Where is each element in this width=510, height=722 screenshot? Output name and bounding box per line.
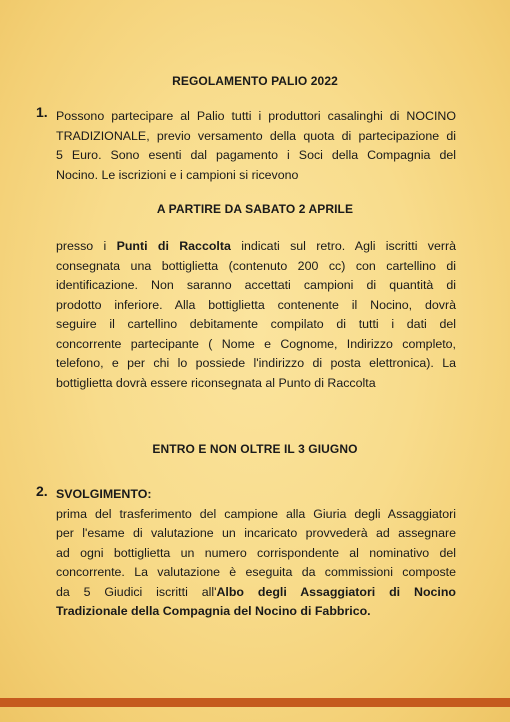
document-title: REGOLAMENTO PALIO 2022 <box>172 74 338 88</box>
deadline-heading: ENTRO E NON OLTRE IL 3 GIUGNO <box>152 442 358 456</box>
register-name-part-1: Albo degli Assaggiatori di Nocino <box>216 584 456 599</box>
register-name-part-2: Tradizionale della Compagnia del Nocino di Fabbrico. <box>56 604 371 618</box>
section-1-paragraph <box>56 107 456 185</box>
start-date-heading: A PARTIRE DA SABATO 2 APRILE <box>156 202 354 216</box>
section-2-line: per l'esame di valutazione un incaricato provvederà ad assegnare <box>56 526 456 540</box>
continuation-line: concorrente partecipante ( Nome e Cognome, Indirizzo completo, <box>56 336 456 351</box>
section-1-line: Possono partecipare al Palio tutti i produttori casalinghi di NOCINO <box>56 109 456 123</box>
section-1-line: TRADIZIONALE, previo versamento della quota di partecipazione di <box>56 128 456 143</box>
section-1-line: Nocino. Le iscrizioni e i campioni si ricevono <box>56 167 299 182</box>
section-2-line: concorrente. La valutazione è eseguita da commissioni composte <box>56 565 456 579</box>
continuation-line: seguire il cartellino debitamente compilato di tutti i dati del <box>56 317 456 331</box>
continuation-line: prodotto inferiore. Alla bottiglietta contenente il Nocino, dovrà <box>56 297 456 312</box>
section-2-heading: SVOLGIMENTO: <box>56 487 152 501</box>
continuation-line: bottiglietta dovrà essere riconsegnata al Punto di Raccolta <box>56 375 376 390</box>
collection-points-label: Punti di Raccolta <box>116 239 231 253</box>
section-1-number: 1. <box>36 104 48 120</box>
continuation-line: telefono, e per chi lo possiede l'indirizzo di posta elettronica). La <box>56 356 456 370</box>
continuation-line: consegnata una bottiglietta (contenuto 200 cc) con cartellino di <box>56 258 456 273</box>
section-2-paragraph <box>56 485 456 622</box>
continuation-prefix: presso i <box>56 239 117 253</box>
section-2-line: ad ogni bottiglietta un numero corrispondente al nominativo del <box>56 545 456 560</box>
footer-bar <box>0 698 510 707</box>
section-2-number: 2. <box>36 483 48 499</box>
line-5-prefix: da 5 Giudici iscritti all' <box>56 584 217 599</box>
continuation-line: identificazione. Non saranno accettati campioni di quantità di <box>56 278 456 292</box>
section-2-line-5 <box>56 583 456 603</box>
section-2-line: prima del trasferimento del campione alla Giuria degli Assaggiatori <box>56 506 456 521</box>
section-1-continuation <box>56 237 456 393</box>
continuation-suffix: indicati sul retro. Agli iscritti verrà <box>230 239 456 253</box>
section-1-line: 5 Euro. Sono esenti dal pagamento i Soci della Compagnia del <box>56 148 456 162</box>
continuation-first-line <box>56 237 456 257</box>
